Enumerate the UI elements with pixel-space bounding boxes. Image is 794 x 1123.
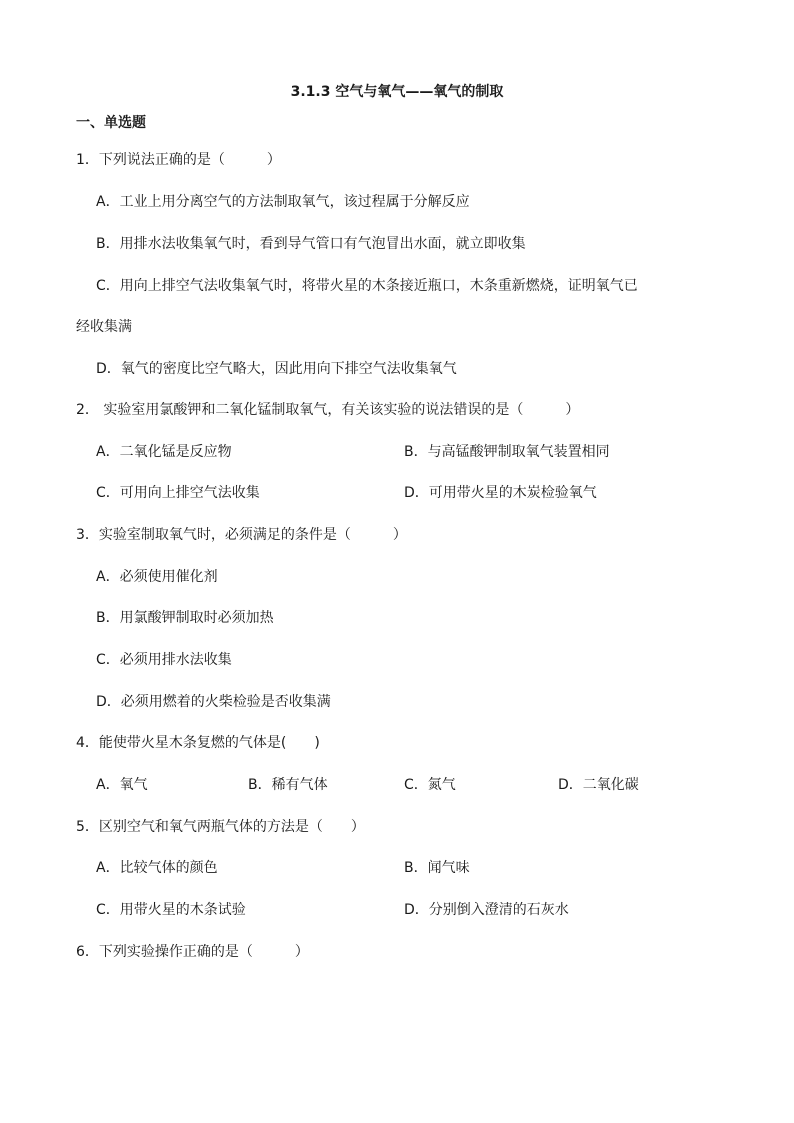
question-3-option-a: A．必须使用催化剂 — [96, 569, 218, 585]
question-5-option-d: D．分别倒入澄清的石灰水 — [404, 902, 569, 918]
question-2-option-b: B．与高锰酸钾制取氧气装置相同 — [404, 444, 610, 460]
question-1-stem: 1．下列说法正确的是（ ） — [76, 152, 281, 168]
question-1-option-b: B．用排水法收集氧气时，看到导气管口有气泡冒出水面，就立即收集 — [96, 236, 526, 252]
question-5-stem: 5．区别空气和氧气两瓶气体的方法是（ ） — [76, 819, 365, 835]
question-4-option-a: A．氧气 — [96, 777, 148, 793]
question-2-option-d: D．可用带火星的木炭检验氧气 — [404, 485, 597, 501]
question-2-option-c: C．可用向上排空气法收集 — [96, 485, 260, 501]
question-1-option-c-continued: 经收集满 — [76, 319, 132, 335]
question-4-stem: 4．能使带火星木条复燃的气体是( ) — [76, 735, 320, 751]
question-3-stem: 3．实验室制取氧气时，必须满足的条件是（ ） — [76, 527, 407, 543]
section-heading: 一、单选题 — [76, 115, 146, 131]
question-1-option-a: A．工业上用分离空气的方法制取氧气，该过程属于分解反应 — [96, 194, 470, 210]
question-3-option-c: C．必须用排水法收集 — [96, 652, 232, 668]
question-1-option-d: D．氧气的密度比空气略大，因此用向下排空气法收集氧气 — [96, 361, 457, 377]
question-5-option-b: B．闻气味 — [404, 860, 470, 876]
question-3-option-b: B．用氯酸钾制取时必须加热 — [96, 610, 274, 626]
question-4-option-c: C．氮气 — [404, 777, 456, 793]
question-5-option-a: A．比较气体的颜色 — [96, 860, 218, 876]
document-title: 3.1.3 空气与氧气——氧气的制取 — [290, 84, 504, 100]
question-4-option-b: B．稀有气体 — [248, 777, 328, 793]
question-6-stem: 6．下列实验操作正确的是（ ） — [76, 944, 309, 960]
question-3-option-d: D．必须用燃着的火柴检验是否收集满 — [96, 694, 331, 710]
question-2-stem: 2． 实验室用氯酸钾和二氧化锰制取氧气，有关该实验的说法错误的是（ ） — [76, 402, 580, 418]
question-2-option-a: A．二氧化锰是反应物 — [96, 444, 232, 460]
question-1-option-c: C．用向上排空气法收集氧气时，将带火星的木条接近瓶口，木条重新燃烧，证明氧气已 — [96, 278, 638, 294]
question-5-option-c: C．用带火星的木条试验 — [96, 902, 246, 918]
question-4-option-d: D．二氧化碳 — [558, 777, 639, 793]
